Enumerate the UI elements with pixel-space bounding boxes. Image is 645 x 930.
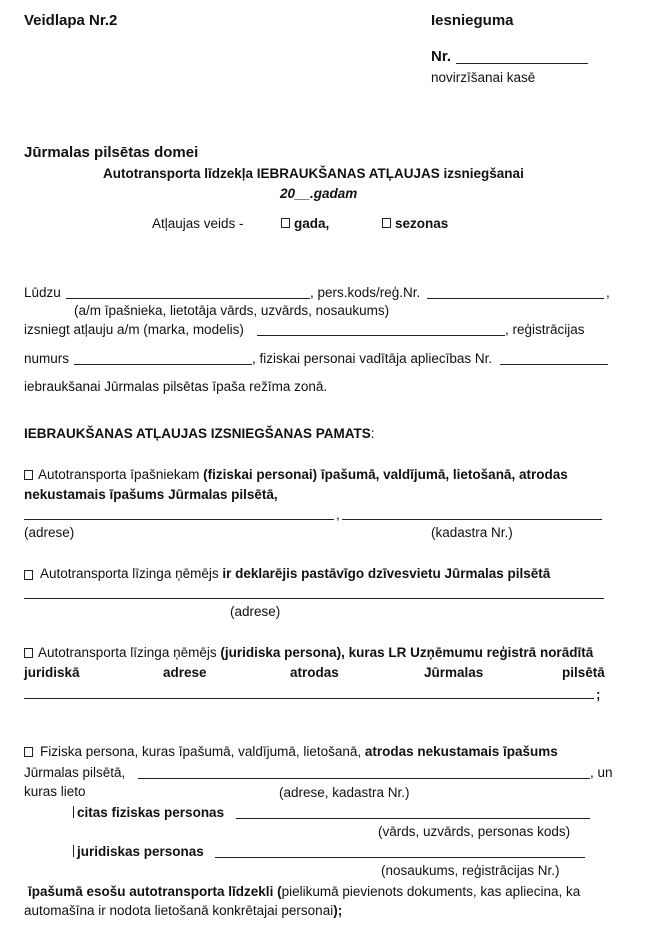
basis-user-line2: Jūrmalas pilsētā, [24, 765, 126, 780]
basis-colon: : [370, 426, 375, 441]
basis-owner-line2: nekustamais īpašums Jūrmalas pilsētā, [24, 487, 278, 502]
permit-season-label: sezonas [395, 216, 449, 231]
cashier-note: novirzīšanai kasē [431, 70, 536, 85]
basis-lease-residence-checkbox[interactable] [24, 570, 33, 580]
application-number-field[interactable] [456, 63, 588, 64]
legal-word-5: pilsētā [562, 665, 605, 680]
lease-residence-hint: (adrese) [230, 604, 281, 619]
license-number-field[interactable] [500, 364, 608, 365]
legal-person-label: juridiskas personas [77, 844, 204, 859]
other-person-hint: (vārds, uzvārds, personas kods) [378, 824, 571, 839]
vehicle-model-label: izsniegt atļauju a/m (marka, modelis) [24, 322, 244, 337]
basis-owner-text-b: (fiziskai personai) īpašumā, valdījumā, lietošanā, atrodas [203, 467, 568, 482]
user-uses-label: kuras lieto [24, 784, 86, 799]
other-person-field[interactable] [236, 818, 590, 819]
basis-lease-legal-text-b: (juridiska persona), kuras LR Uzņēmumu reģistrā norādītā [220, 645, 594, 660]
basis-user-text-a: Fiziska persona, kuras īpašumā, valdījumā, lietošanā, [40, 744, 365, 759]
form-title: Autotransporta līdzekļa IEBRAUKŠANAS ATĻAUJAS izsniegšanai [103, 166, 524, 181]
application-number-label: Nr. [431, 48, 452, 65]
basis-lease-legal-text-a: Autotransporta līzinga ņēmējs [38, 645, 221, 660]
lease-legal-address-field[interactable] [24, 698, 594, 699]
legal-semicolon: ; [596, 687, 601, 702]
basis-user-checkbox[interactable] [24, 747, 33, 757]
personal-code-label: , pers.kods/reģ.Nr. [310, 285, 421, 300]
basis-lease-legal-checkbox[interactable] [24, 648, 33, 658]
permit-year-label: gada, [294, 216, 330, 231]
basis-lease-residence-text-b: ir deklarējis pastāvīgo dzīvesvietu Jūrmalas pilsētā [222, 566, 551, 581]
comma: , [606, 285, 610, 300]
legal-person-field[interactable] [215, 857, 585, 858]
form-number: Veidlapa Nr.2 [24, 12, 118, 29]
permit-year-checkbox[interactable] [281, 218, 290, 228]
basis-owner-text-a: Autotransporta īpašniekam [38, 467, 204, 482]
basis-owner-checkbox[interactable] [24, 470, 33, 480]
license-label: , fiziskai personai vadītāja apliecības Nr. [252, 351, 493, 366]
legal-person-hint: (nosaukums, reģistrācijas Nr.) [381, 863, 560, 878]
legal-word-1: juridiskā [24, 665, 80, 680]
vehicle-ownership-text-b: pielikumā pievienots dokuments, kas apliecina, ka [281, 884, 581, 899]
permit-type-label: Atļaujas veids - [152, 216, 244, 231]
personal-code-field[interactable] [427, 298, 604, 299]
basis-owner-text [38, 468, 568, 482]
basis-lease-residence-text [40, 567, 550, 581]
basis-lease-residence-text-a: Autotransporta līzinga ņēmējs [40, 566, 223, 581]
vehicle-ownership-line2-a: automašīna ir nodota lietošanā konkrētajai personai [24, 903, 334, 918]
owner-address-hint: (adrese) [24, 525, 75, 540]
basis-lease-legal-text [38, 646, 593, 660]
vehicle-ownership-line2-b: ); [333, 903, 343, 918]
number-label: numurs [24, 351, 70, 366]
addressee: Jūrmalas pilsētas domei [24, 144, 199, 161]
owner-cadastre-hint: (kadastra Nr.) [431, 525, 513, 540]
owner-cadastre-field[interactable] [342, 519, 602, 520]
application-title: Iesnieguma [431, 12, 514, 29]
user-address-field[interactable] [138, 778, 590, 779]
vehicle-ownership-text-a: īpašumā esošu autotransporta līdzekli ( [28, 884, 282, 899]
legal-word-4: Jūrmalas [424, 665, 484, 680]
registration-number-field[interactable] [74, 364, 252, 365]
registration-label: , reģistrācijas [505, 322, 585, 337]
legal-person-checkbox[interactable] [73, 845, 76, 857]
vehicle-model-field[interactable] [257, 335, 505, 336]
other-person-checkbox[interactable] [73, 806, 76, 818]
basis-heading-text: IEBRAUKŠANAS ATĻAUJAS IZSNIEGŠANAS PAMATS [24, 426, 371, 441]
permit-season-checkbox[interactable] [382, 218, 391, 228]
legal-word-2: adrese [163, 665, 207, 680]
legal-word-3: atrodas [290, 665, 339, 680]
owner-address-field[interactable] [24, 519, 334, 520]
user-and: , un [590, 765, 613, 780]
owner-comma: , [336, 507, 340, 522]
vehicle-ownership-text [28, 885, 580, 899]
vehicle-ownership-line2 [24, 904, 342, 918]
form-year: 20__.gadam [280, 186, 358, 201]
lease-residence-address-field[interactable] [24, 598, 604, 599]
basis-user-text [40, 745, 558, 759]
basis-user-text-b: atrodas nekustamais īpašums [364, 744, 558, 759]
other-person-label: citas fiziskas personas [77, 805, 225, 820]
basis-heading [24, 427, 375, 441]
owner-name-field[interactable] [66, 298, 310, 299]
user-address-hint: (adrese, kadastra Nr.) [279, 785, 410, 800]
zone-text: iebraukšanai Jūrmalas pilsētas īpaša režīma zonā. [24, 379, 328, 394]
request-label: Lūdzu [24, 285, 61, 300]
owner-hint: (a/m īpašnieka, lietotāja vārds, uzvārds, nosaukums) [74, 303, 390, 318]
